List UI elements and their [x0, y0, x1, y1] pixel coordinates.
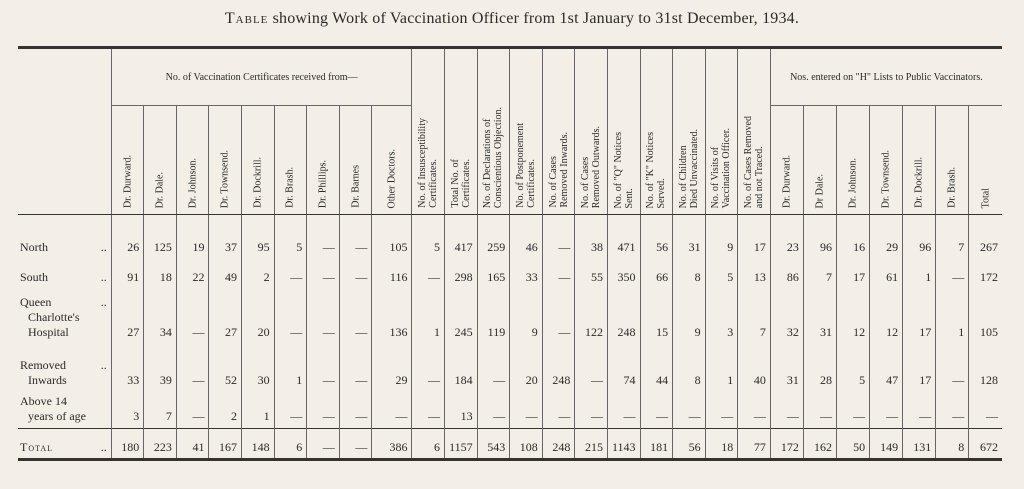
table-cell: 5	[705, 259, 738, 288]
col-header-text: Dr. Barnes	[350, 165, 362, 208]
table-cell: 105	[372, 221, 412, 259]
table-cell: 49	[209, 259, 242, 288]
table-cell: —	[936, 392, 969, 429]
table-cell: —	[339, 429, 372, 460]
table-cell: —	[274, 392, 307, 429]
table-cell: —	[673, 392, 706, 429]
table-cell: 16	[836, 221, 869, 259]
table-cell: 245	[445, 288, 478, 344]
vaccination-table	[18, 46, 1002, 461]
table-cell: 386	[372, 429, 412, 460]
table-cell: —	[176, 288, 209, 344]
col-header	[770, 106, 803, 215]
table-cell: 5	[274, 221, 307, 259]
col-header-text: Total	[980, 187, 992, 208]
col-header-text: Dr. Durward.	[781, 154, 793, 208]
table-cell: 17	[903, 288, 936, 344]
table-cell: 56	[640, 221, 673, 259]
table-cell: —	[339, 221, 372, 259]
table-cell: 40	[738, 344, 771, 392]
table-cell: 2	[242, 259, 275, 288]
col-header-text: Total No. of Certificates.	[449, 159, 472, 208]
certificates-group-header: No. of Vaccination Certificates received from—	[111, 48, 412, 106]
table-cell: 27	[111, 288, 144, 344]
table-cell: 267	[969, 221, 1002, 259]
table-cell: —	[176, 344, 209, 392]
row-label	[18, 344, 111, 392]
row-label-dots: ..	[100, 240, 107, 254]
table-row	[18, 221, 1002, 259]
table-cell: —	[607, 392, 640, 429]
table-cell: 128	[969, 344, 1002, 392]
table-cell: 41	[176, 429, 209, 460]
col-header-text: Dr. Dockrill.	[252, 157, 264, 208]
table-cell: 7	[936, 221, 969, 259]
table-cell: 18	[144, 259, 177, 288]
col-header	[111, 106, 144, 215]
row-label-text: South	[20, 270, 49, 284]
row-label-dots: ..	[100, 295, 107, 309]
table-cell: —	[274, 288, 307, 344]
col-header	[903, 106, 936, 215]
table-cell: 1	[412, 288, 445, 344]
table-cell: 248	[607, 288, 640, 344]
table-cell: 13	[445, 392, 478, 429]
table-cell: 165	[477, 259, 510, 288]
table-cell: 19	[176, 221, 209, 259]
table-row	[18, 429, 1002, 460]
table-cell: 5	[412, 221, 445, 259]
table-cell: 125	[144, 221, 177, 259]
col-header	[969, 106, 1002, 215]
row-label-header	[18, 48, 111, 215]
table-cell: —	[339, 288, 372, 344]
row-label-text: Removed Inwards	[20, 358, 67, 387]
col-header-text: Dr. Brash.	[284, 167, 296, 208]
table-cell: —	[770, 392, 803, 429]
table-cell: 26	[111, 221, 144, 259]
row-label-text: North	[20, 240, 48, 254]
table-cell: 29	[870, 221, 903, 259]
table-cell: 105	[969, 288, 1002, 344]
table-cell: 27	[209, 288, 242, 344]
table-cell: 91	[111, 259, 144, 288]
table-cell: —	[307, 221, 340, 259]
table-cell: —	[575, 344, 608, 392]
col-header-text: Dr. Johnson.	[847, 157, 859, 208]
table-cell: —	[339, 344, 372, 392]
table-cell: —	[307, 259, 340, 288]
table-cell: 543	[477, 429, 510, 460]
col-header-text: No. of Visits of Vaccination Officer.	[710, 127, 733, 208]
table-cell: 417	[445, 221, 478, 259]
table-cell: 31	[803, 288, 836, 344]
table-cell: 1	[936, 288, 969, 344]
col-header-text: Dr. Phillips.	[317, 159, 329, 208]
col-header	[339, 106, 372, 215]
col-header	[575, 48, 608, 215]
table-cell: 61	[870, 259, 903, 288]
row-label-dots: ..	[100, 440, 107, 454]
table-cell: —	[870, 392, 903, 429]
table-cell: 298	[445, 259, 478, 288]
table-cell: 13	[738, 259, 771, 288]
table-cell: 172	[770, 429, 803, 460]
table-cell: 22	[176, 259, 209, 288]
table-cell: 215	[575, 429, 608, 460]
table-cell: 33	[111, 344, 144, 392]
table-cell: 15	[640, 288, 673, 344]
col-header	[445, 48, 478, 215]
table-cell: 1157	[445, 429, 478, 460]
table-cell: 1	[903, 259, 936, 288]
table-cell: —	[936, 259, 969, 288]
table-cell: 223	[144, 429, 177, 460]
table-cell: 172	[969, 259, 1002, 288]
col-header	[870, 106, 903, 215]
table-cell: 2	[209, 392, 242, 429]
table-cell: 672	[969, 429, 1002, 460]
table-cell: 30	[242, 344, 275, 392]
row-label	[18, 392, 111, 429]
col-header	[477, 48, 510, 215]
table-cell: 17	[836, 259, 869, 288]
col-header-text: No. of Declarations of Conscientious Objection.	[482, 106, 505, 208]
table-cell: 32	[770, 288, 803, 344]
table-row	[18, 259, 1002, 288]
table-cell: —	[307, 288, 340, 344]
table-cell: 8	[936, 429, 969, 460]
row-label-text: Total	[20, 440, 54, 454]
table-cell: —	[372, 392, 412, 429]
table-cell: 116	[372, 259, 412, 288]
table-row	[18, 344, 1002, 392]
row-label-dots: ..	[100, 270, 107, 284]
col-header	[372, 106, 412, 215]
col-header	[640, 48, 673, 215]
col-header	[242, 106, 275, 215]
table-cell: 74	[607, 344, 640, 392]
table-cell: 12	[836, 288, 869, 344]
table-cell: 149	[870, 429, 903, 460]
table-cell: 55	[575, 259, 608, 288]
table-cell: 3	[705, 288, 738, 344]
table-cell: —	[477, 344, 510, 392]
col-header-text: Dr Dale.	[814, 173, 826, 208]
col-header	[144, 106, 177, 215]
table-cell: 167	[209, 429, 242, 460]
col-header	[209, 106, 242, 215]
col-header-text: No. of Insusceptibility Certificates.	[417, 118, 440, 208]
table-cell: 18	[705, 429, 738, 460]
table-cell: 20	[242, 288, 275, 344]
col-header	[936, 106, 969, 215]
table-cell: —	[575, 392, 608, 429]
col-header-text: Other Doctors.	[386, 148, 398, 208]
table-cell: —	[542, 221, 575, 259]
col-header	[803, 106, 836, 215]
col-header-text: Dr. Brash.	[946, 167, 958, 208]
table-cell: 12	[870, 288, 903, 344]
table-cell: 136	[372, 288, 412, 344]
table-cell: —	[274, 259, 307, 288]
table-cell: 23	[770, 221, 803, 259]
col-header	[542, 48, 575, 215]
table-cell: —	[307, 344, 340, 392]
table-cell: 350	[607, 259, 640, 288]
table-cell: 31	[673, 221, 706, 259]
col-header	[412, 48, 445, 215]
table-cell: 20	[510, 344, 543, 392]
table-cell: 6	[412, 429, 445, 460]
row-label	[18, 288, 111, 344]
col-header	[836, 106, 869, 215]
col-header-text: No. of Children Died Unvaccinated.	[677, 128, 700, 208]
table-cell: 148	[242, 429, 275, 460]
table-cell: 52	[209, 344, 242, 392]
table-cell: —	[738, 392, 771, 429]
col-header	[673, 48, 706, 215]
table-cell: —	[477, 392, 510, 429]
col-header-text: Dr. Dockrill.	[913, 157, 925, 208]
table-cell: 8	[673, 259, 706, 288]
col-header-text: No. of Cases Removed Outwards.	[580, 125, 603, 208]
table-cell: 471	[607, 221, 640, 259]
col-header	[738, 48, 771, 215]
table-title	[0, 10, 1024, 28]
table-cell: —	[936, 344, 969, 392]
table-cell: 34	[144, 288, 177, 344]
table-cell: 29	[372, 344, 412, 392]
table-cell: 259	[477, 221, 510, 259]
col-header-text: Dr. Townsend.	[219, 149, 231, 208]
table-cell: 248	[542, 344, 575, 392]
table-cell: 9	[510, 288, 543, 344]
title-lead: Table	[224, 10, 269, 27]
col-header-text: No. of "K" Notices Served.	[645, 131, 668, 208]
col-header	[274, 106, 307, 215]
col-header-text: Dr. Durward.	[122, 154, 133, 208]
table-cell: 39	[144, 344, 177, 392]
table-cell: —	[903, 392, 936, 429]
table-cell: 3	[111, 392, 144, 429]
table-cell: —	[339, 392, 372, 429]
table-cell: 1143	[607, 429, 640, 460]
table-cell: 50	[836, 429, 869, 460]
table-cell: —	[836, 392, 869, 429]
table-row	[18, 392, 1002, 429]
table-cell: 122	[575, 288, 608, 344]
table-cell: 31	[770, 344, 803, 392]
col-header-text: Dr. Townsend.	[880, 149, 892, 208]
table-cell: 56	[673, 429, 706, 460]
row-label-dots: ..	[100, 358, 107, 372]
table-cell: 108	[510, 429, 543, 460]
table-cell: 7	[738, 288, 771, 344]
row-label	[18, 259, 111, 288]
table-cell: 86	[770, 259, 803, 288]
table-cell: 7	[803, 259, 836, 288]
h-lists-group-header: Nos. entered on "H" Lists to Public Vaccinators.	[770, 48, 1002, 106]
table-cell: 7	[144, 392, 177, 429]
table-cell: —	[542, 288, 575, 344]
title-rest: showing Work of Vaccination Officer from 1st January to 31st December, 1934.	[268, 10, 800, 27]
table-cell: 6	[274, 429, 307, 460]
table-cell: 46	[510, 221, 543, 259]
table-cell: 181	[640, 429, 673, 460]
table-cell: 9	[705, 221, 738, 259]
table-cell: 96	[803, 221, 836, 259]
table-cell: —	[705, 392, 738, 429]
table-cell: 95	[242, 221, 275, 259]
col-header-text: No. of Cases Removed Inwards.	[547, 132, 570, 208]
col-header-text: No. of Postponement Certificates.	[514, 123, 537, 208]
table-cell: —	[307, 429, 340, 460]
table-cell: 5	[836, 344, 869, 392]
table-cell: 131	[903, 429, 936, 460]
table-cell: 17	[903, 344, 936, 392]
table-cell: —	[339, 259, 372, 288]
table-cell: 119	[477, 288, 510, 344]
col-header	[607, 48, 640, 215]
table-cell: 33	[510, 259, 543, 288]
table-cell: 180	[111, 429, 144, 460]
table-cell: —	[412, 259, 445, 288]
table-cell: —	[176, 392, 209, 429]
table-cell: —	[307, 392, 340, 429]
table-cell: 9	[673, 288, 706, 344]
table-cell: 66	[640, 259, 673, 288]
row-label	[18, 429, 111, 460]
table-cell: 47	[870, 344, 903, 392]
table-cell: 17	[738, 221, 771, 259]
table-cell: —	[542, 259, 575, 288]
table-cell: 38	[575, 221, 608, 259]
col-header	[176, 106, 209, 215]
table-cell: 1	[274, 344, 307, 392]
table-cell: 37	[209, 221, 242, 259]
col-header	[705, 48, 738, 215]
table-cell: 28	[803, 344, 836, 392]
table-cell: 162	[803, 429, 836, 460]
table-cell: 248	[542, 429, 575, 460]
row-label-text: Above 14 years of age	[20, 394, 86, 423]
table-cell: 184	[445, 344, 478, 392]
col-header-text: Dr. Johnson.	[187, 157, 199, 208]
table-cell: 1	[242, 392, 275, 429]
table-cell: —	[640, 392, 673, 429]
table-cell: 1	[705, 344, 738, 392]
table-cell: —	[969, 392, 1002, 429]
table-row	[18, 288, 1002, 344]
table-cell: —	[412, 392, 445, 429]
col-header-text: No. of Cases Removed and not Traced.	[743, 115, 766, 208]
col-header	[510, 48, 543, 215]
col-header-text: Dr. Dale.	[154, 171, 166, 208]
col-header	[307, 106, 340, 215]
table-cell: —	[542, 392, 575, 429]
table-cell: —	[510, 392, 543, 429]
table-cell: —	[803, 392, 836, 429]
table-cell: 44	[640, 344, 673, 392]
row-label-text: Queen Charlotte's Hospital	[20, 295, 80, 339]
table-cell: —	[412, 344, 445, 392]
table-cell: 77	[738, 429, 771, 460]
col-header-text: No. of "Q" Notices Sent.	[612, 131, 635, 208]
table-cell: 8	[673, 344, 706, 392]
table-cell: 96	[903, 221, 936, 259]
row-label	[18, 221, 111, 259]
